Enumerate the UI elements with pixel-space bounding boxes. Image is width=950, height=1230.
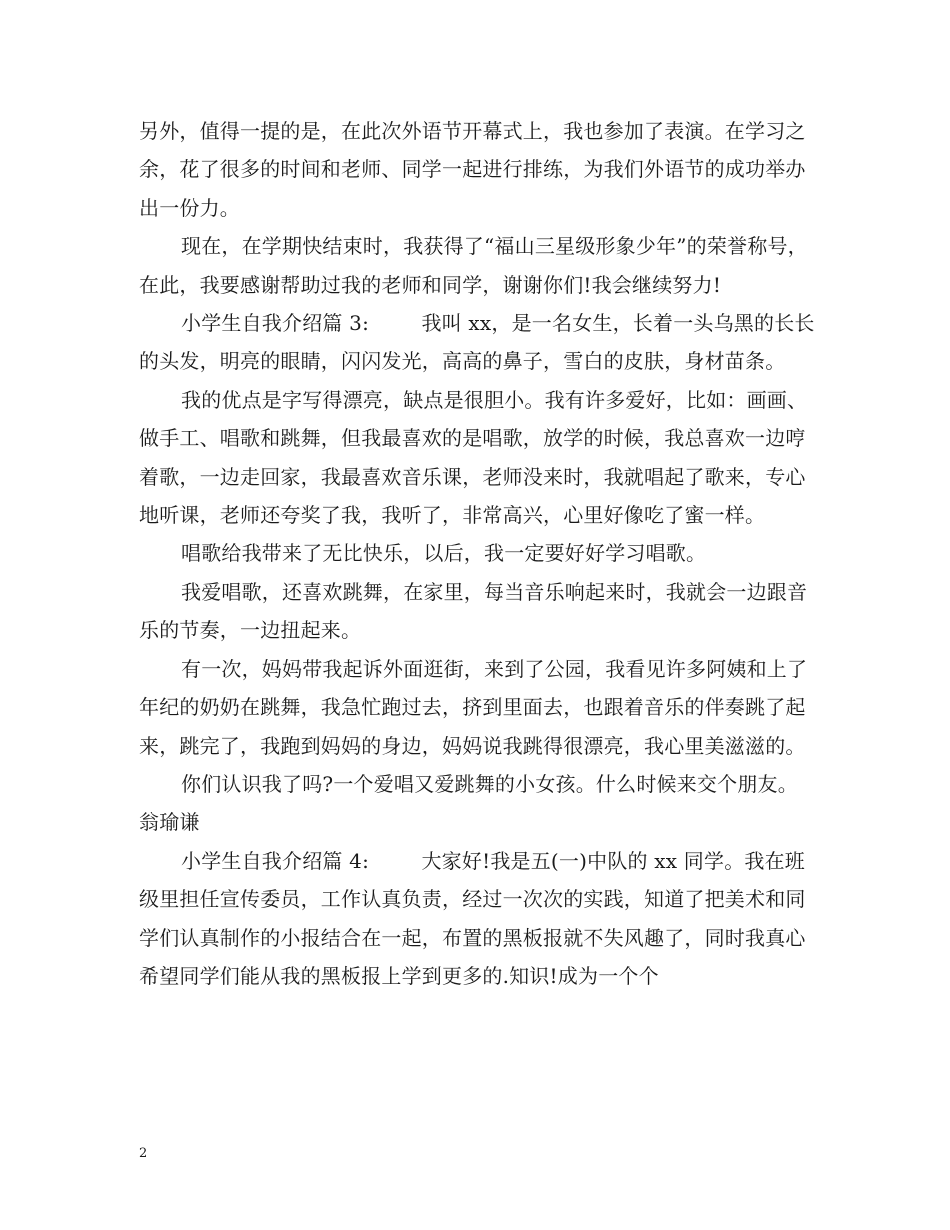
page-number: 2 [139,1146,148,1161]
paragraph: 我的优点是字写得漂亮，缺点是很胆小。我有许多爱好，比如：画画、做手工、唱歌和跳舞，但我最喜欢的是唱歌，放学的时候，我总喜欢一边哼着歌，一边走回家，我最喜欢音乐课，老师没来时，我就唱起了歌来，专心地听课，老师还夸奖了我，我听了，非常高兴，心里好像吃了蜜一样。 [139,387,808,528]
paragraph: 唱歌给我带来了无比快乐，以后，我一定要好好学习唱歌。 [181,541,707,566]
paragraph-intro-3: 小学生自我介绍篇 3: 我叫 xx，是一名女生，长着一头乌黑的长长的头发，明亮的眼睛，闪闪发光，高高的鼻子，雪白的皮肤，身材苗条。 [139,311,815,374]
paragraph: 我爱唱歌，还喜欢跳舞，在家里，每当音乐响起来时，我就会一边跟音乐的节奏，一边扭起来。 [139,579,808,643]
paragraph: 你们认识我了吗?一个爱唱又爱跳舞的小女孩。什么时候来交个朋友。翁瑜谦 [139,771,798,835]
body-text [139,112,817,995]
paragraph: 另外，值得一提的是，在此次外语节开幕式上，我也参加了表演。在学习之余，花了很多的时间和老师、同学一起进行排练，为我们外语节的成功举办出一份力。 [139,119,806,220]
paragraph: 有一次，妈妈带我起诉外面逛街，来到了公园，我看见许多阿姨和上了年纪的奶奶在跳舞，我急忙跑过去，挤到里面去，也跟着音乐的伴奏跳了起来，跳完了，我跑到妈妈的身边，妈妈说我跳得很漂亮，我心里美滋滋的。 [139,656,808,758]
paragraph-intro-4: 小学生自我介绍篇 4: 大家好!我是五(一)中队的 xx 同学。我在班级里担任宣传委员，工作认真负责，经过一次次的实践，知道了把美术和同学们认真制作的小报结合在一起，布置的黑板报就不失风趣了，同时我真心希望同学们能从我的黑板报上学到更多的.知识!成为一个个 [139,848,806,988]
paragraph: 现在，在学期快结束时，我获得了“福山三星级形象少年”的荣誉称号，在此，我要感谢帮助过我的老师和同学，谢谢你们!我会继续努力! [139,234,808,297]
